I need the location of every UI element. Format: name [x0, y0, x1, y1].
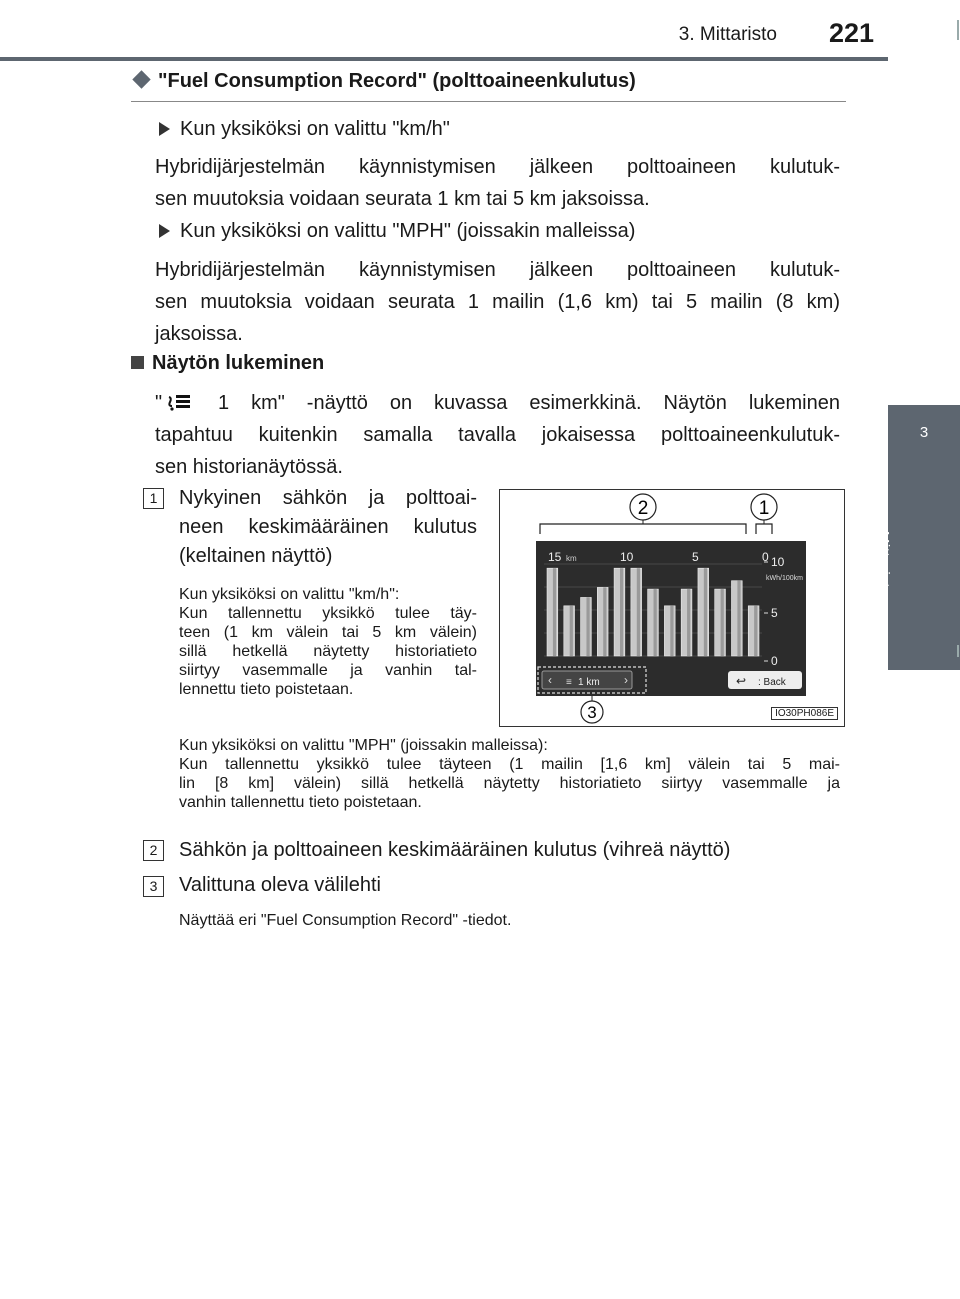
item-number: 3 — [143, 876, 164, 897]
x-tick-label: 15 — [548, 550, 562, 564]
x-tick-label: 0 — [762, 550, 769, 564]
triangle-bullet-icon — [159, 224, 170, 238]
item-3-title: Valittuna oleva välilehti — [179, 874, 381, 896]
item-2-badge — [143, 840, 164, 861]
chart-bar-shade — [737, 581, 740, 656]
back-arrow-icon: ↩ — [736, 674, 747, 688]
paragraph-mph — [155, 254, 840, 350]
chapter-tab-label-wrap — [875, 498, 960, 598]
subheading-kmh-text: Kun yksiköksi on valittu "km/h" — [180, 118, 450, 140]
chart-bar — [715, 589, 726, 656]
fuel-record-figure — [499, 489, 845, 727]
item-3-note: Näyttää eri "Fuel Consumption Record" -tiedot. — [179, 912, 512, 929]
tab-label: 1 km — [578, 677, 600, 688]
item-number: 1 — [143, 488, 164, 509]
text-line: Kun yksiköksi on valittu "MPH" (joissakin malleissa): — [179, 737, 548, 754]
subheading-mph — [159, 220, 635, 243]
chart-bar-shade — [570, 606, 573, 656]
section-heading — [131, 70, 636, 93]
chart-bar-shade — [553, 568, 556, 656]
callout-2-bracket — [540, 524, 746, 534]
reading-heading-text: Näytön lukeminen — [152, 352, 325, 374]
tab-prev-icon[interactable]: ‹ — [548, 673, 552, 687]
text-line: lennettu tieto poistetaan. — [179, 681, 354, 698]
reading-line-1: 1 km" -näyttö on kuvassa esimerkkinä. Näytön lukeminen — [196, 392, 840, 414]
quote-mark: " — [155, 392, 163, 414]
text-line: Kun yksiköksi on valittu "km/h": — [179, 586, 400, 603]
text-line: sillä hetkellä näytetty historiatieto — [179, 643, 477, 660]
text-line: vanhin tallennettu tieto poistetaan. — [179, 794, 422, 811]
reading-paragraph — [155, 387, 840, 483]
text-line: lin [8 km] välein) sillä hetkellä näytetty historiatieto siirtyy vasemmalle ja — [179, 775, 840, 792]
edge-mark-mid — [957, 645, 959, 657]
section-title: "Fuel Consumption Record" (polttoaineenkulutus) — [158, 70, 636, 92]
chart-bar-shade — [754, 606, 757, 656]
y-tick-label: 5 — [771, 606, 778, 620]
x-unit-label: km — [566, 554, 577, 563]
chart-bar — [547, 568, 558, 656]
item-2-title: Sähkön ja polttoaineen keskimääräinen kulutus (vihreä näyttö) — [179, 839, 731, 861]
text-line: (keltainen näyttö) — [179, 545, 333, 567]
text-line: Nykyinen sähkön ja polttoai- — [179, 487, 477, 509]
item-3-badge — [143, 876, 164, 897]
chart-bar-shade — [704, 568, 707, 656]
text-line: siirtyy vasemmalle ja vanhin tal- — [179, 662, 477, 679]
chapter-tab-label: Mittaristo — [875, 530, 893, 597]
y-unit-label: kWh/100km — [766, 575, 803, 582]
chart-bar-shade — [586, 597, 589, 656]
text-line: teen (1 km välein tai 5 km välein) — [179, 624, 477, 641]
text-line: tapahtuu kuitenkin samalla tavalla jokaisessa polttoaineenkulutuk- — [155, 424, 840, 446]
header-rule — [0, 57, 888, 61]
text-line: Hybridijärjestelmän käynnistymisen jälkeen polttoaineen kulutuk- — [155, 156, 840, 178]
chart-bar-shade — [603, 587, 606, 656]
back-label: : Back — [758, 677, 786, 688]
text-line: sen muutoksia voidaan seurata 1 mailin (1,6 km) tai 5 mailin (8 km) — [155, 291, 840, 313]
chart-bar-shade — [654, 589, 657, 656]
chart-bar — [748, 606, 759, 656]
y-tick-label: 10 — [771, 555, 785, 569]
text-line: Kun tallennettu yksikkö tulee täy- — [179, 605, 477, 622]
paragraph-kmh — [155, 151, 840, 215]
chart-bar-shade — [620, 568, 623, 656]
tab-fuel-icon: ≡ — [566, 677, 572, 688]
fuel-record-screen — [500, 490, 844, 726]
page-number: 221 — [829, 18, 875, 48]
x-tick-label: 10 — [620, 550, 634, 564]
item-number: 2 — [143, 840, 164, 861]
tab-next-icon[interactable]: › — [624, 673, 628, 687]
text-line: sen muutoksia voidaan seurata 1 km tai 5 km jaksoissa. — [155, 188, 650, 210]
subheading-kmh — [159, 118, 450, 141]
figure-code: IO30PH086E — [771, 707, 838, 720]
text-line: Kun tallennettu yksikkö tulee täyteen (1 mailin [1,6 km] välein tai 5 mai- — [179, 756, 840, 773]
item-1-badge — [143, 488, 164, 509]
y-tick-label: 0 — [771, 654, 778, 668]
item-1-note-mph — [179, 736, 840, 812]
item-1-note-kmh — [179, 585, 477, 699]
item-1-title — [179, 484, 477, 571]
callout-3-label: 3 — [587, 703, 597, 722]
reading-heading — [131, 352, 324, 375]
chart-bar-shade — [721, 589, 724, 656]
triangle-bullet-icon — [159, 122, 170, 136]
section-rule — [131, 101, 846, 102]
text-line: neen keskimääräinen kulutus — [179, 516, 477, 538]
square-bullet-icon — [131, 356, 144, 369]
chapter-tab-number: 3 — [919, 424, 929, 441]
diamond-icon — [132, 70, 150, 88]
callout-1-label: 1 — [758, 498, 770, 519]
callout-2-label: 2 — [637, 498, 649, 519]
text-line: jaksoissa. — [155, 323, 243, 345]
text-line — [155, 387, 840, 419]
text-line: sen historianäytössä. — [155, 456, 343, 478]
chart-bar-shade — [687, 589, 690, 656]
callout-1-bracket — [756, 524, 772, 534]
subheading-mph-text: Kun yksiköksi on valittu "MPH" (joissakin malleissa) — [180, 220, 636, 242]
chart-bar-shade — [637, 568, 640, 656]
chapter-title: 3. Mittaristo — [678, 24, 777, 45]
fuel-history-icon — [166, 392, 194, 412]
chart-bar-shade — [670, 606, 673, 656]
edge-mark-top — [957, 20, 959, 40]
x-tick-label: 5 — [692, 550, 699, 564]
text-line: Hybridijärjestelmän käynnistymisen jälkeen polttoaineen kulutuk- — [155, 259, 840, 281]
